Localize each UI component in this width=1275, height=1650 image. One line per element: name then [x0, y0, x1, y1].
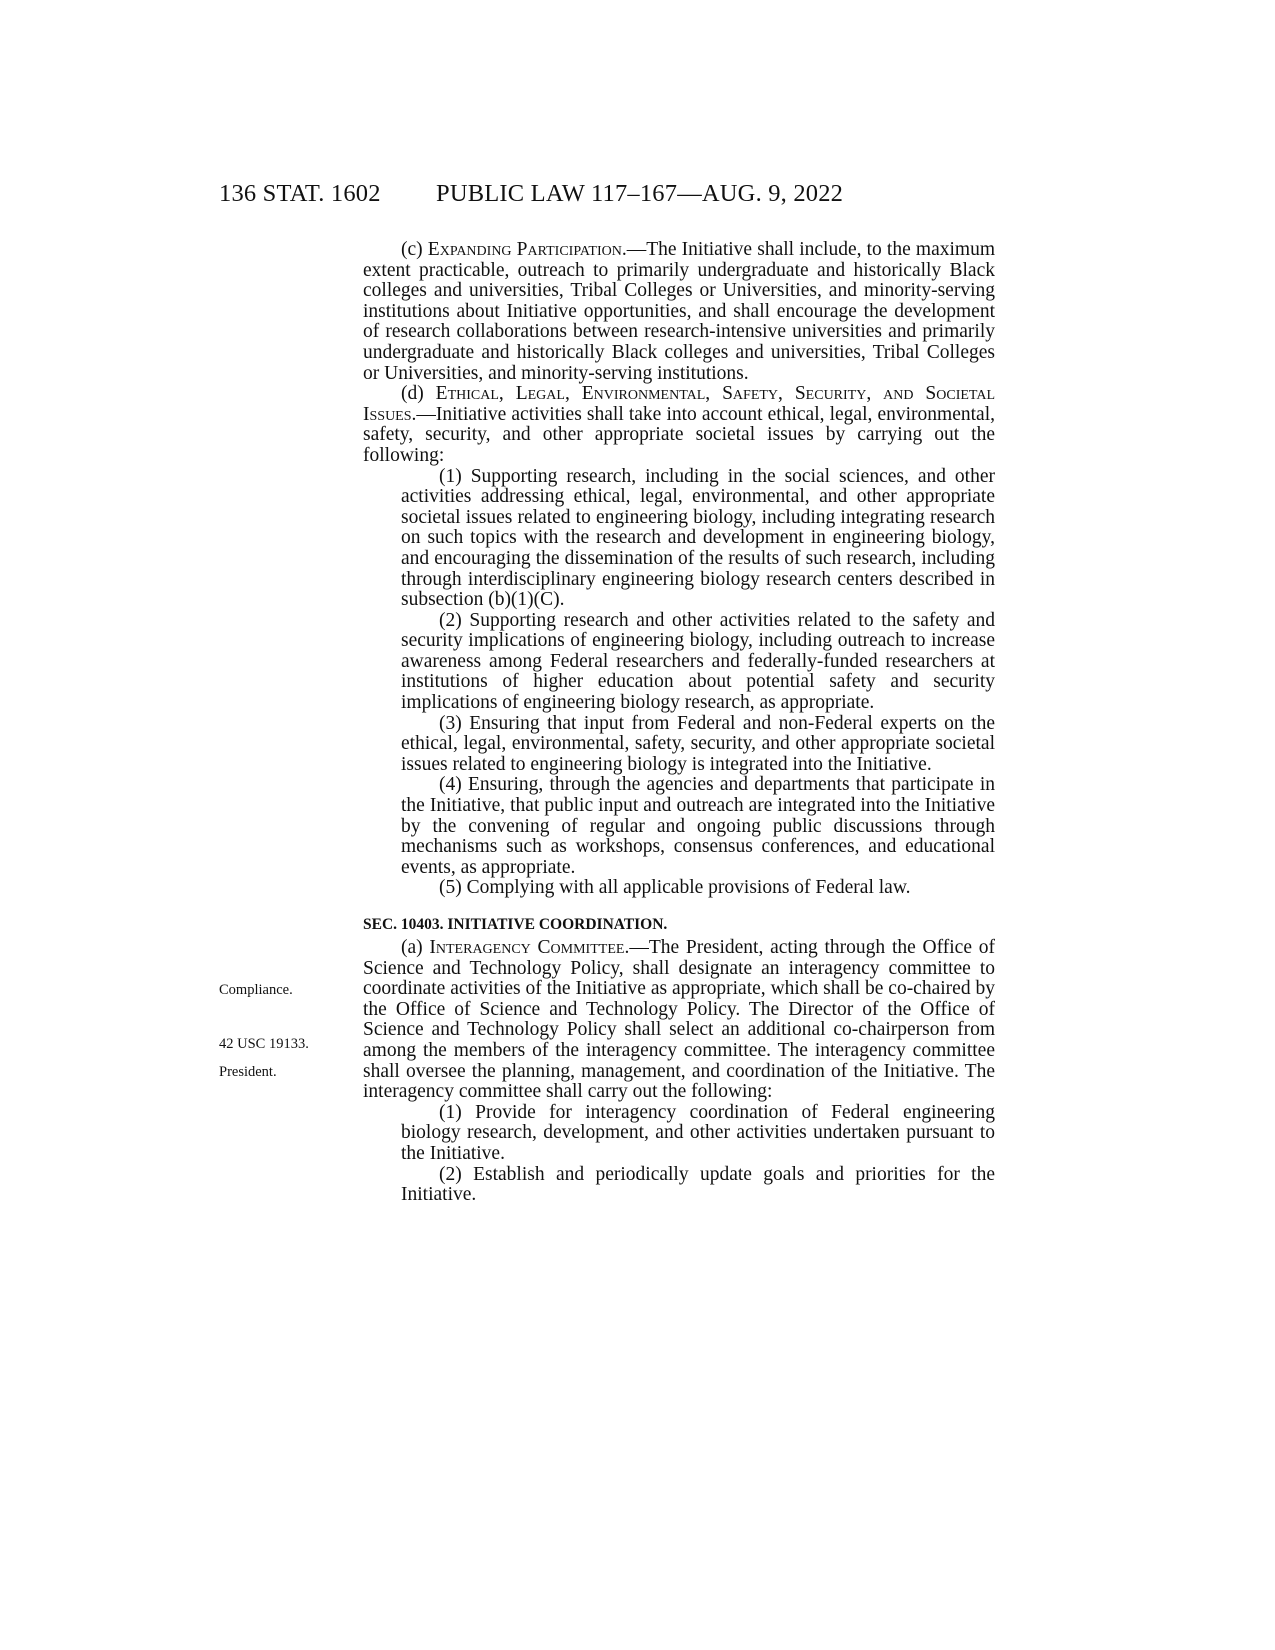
- section-heading: SEC. 10403. INITIATIVE COORDINATION.: [363, 916, 668, 933]
- statute-page-reference: 136 STAT. 1602: [219, 180, 381, 207]
- subsection-d-item: (5) Complying with all applicable provisions of Federal law.: [439, 877, 911, 899]
- subsection-d-item: (1) Supporting research, including in the social sciences, and other activities addressing ethical, legal, environmental, and other appropriate societal issues related to engineering biology, including integrating research on such topics with the research and development in engineering biology, and encouraging the dissemination of the results of such research, including through interdisciplinary engineering biology research centers described in subsection (b)(1)(C).: [401, 465, 995, 611]
- subsection-d-heading: Ethical, Legal, Environmental, Safety, Security, and Societal Issues: [363, 383, 995, 425]
- public-law-header: PUBLIC LAW 117–167—AUG. 9, 2022: [436, 180, 844, 207]
- subsection-c-text: .—The Initiative shall include, to the maximum extent practicable, outreach to primarily undergraduate and historically Black colleges and universities, Tribal Colleges or Universities, and minority-serving institutions about Initiative opportunities, and shall encourage the development of research collaborations between research-intensive universities and primarily undergraduate and historically Black colleges and universities, Tribal Colleges or Universities, and minority-serving institutions.: [363, 239, 995, 384]
- subsection-a: [363, 938, 995, 1103]
- margin-note-compliance: Compliance.: [219, 982, 293, 998]
- subsection-c-lead: (c): [401, 239, 428, 260]
- margin-note-president: President.: [219, 1064, 277, 1080]
- subsection-d-item: (3) Ensuring that input from Federal and non-Federal experts on the ethical, legal, environmental, safety, security, and other appropriate societal issues related to engineering biology is integrated into the Initiative.: [401, 712, 995, 775]
- subsection-a-item: (1) Provide for interagency coordination of Federal engineering biology research, development, and other activities undertaken pursuant to the Initiative.: [401, 1101, 995, 1164]
- subsection-d-lead: (d): [401, 383, 436, 405]
- subsection-a-heading: Interagency Committee: [429, 937, 625, 958]
- subsection-d: [363, 384, 995, 466]
- subsection-c-heading: Expanding Participation: [427, 239, 622, 260]
- subsection-a-item: (2) Establish and periodically update goals and priorities for the Initiative.: [401, 1163, 995, 1206]
- document-body: [363, 240, 995, 1206]
- subsection-d-text: .—Initiative activities shall take into account ethical, legal, environmental, safety, security, and other appropriate societal issues by carrying out the following:: [363, 403, 995, 466]
- margin-note-usc-citation: 42 USC 19133.: [219, 1036, 309, 1052]
- subsection-c: [363, 240, 995, 384]
- subsection-a-lead: (a): [401, 937, 430, 958]
- subsection-d-item: (4) Ensuring, through the agencies and departments that participate in the Initiative, that public input and outreach are integrated into the Initiative by the convening of regular and ongoing public discussions through mechanisms such as workshops, consensus conferences, and educational events, as appropriate.: [401, 774, 995, 878]
- subsection-d-item: (2) Supporting research and other activities related to the safety and security implications of engineering biology, including outreach to increase awareness among Federal researchers and federally-funded researchers at institutions of higher education about potential safety and security implications of engineering biology research, as appropriate.: [401, 609, 995, 714]
- subsection-a-text: .—The President, acting through the Office of Science and Technology Policy, shall designate an interagency committee to coordinate activities of the Initiative as appropriate, which shall be co-chaired by the Office of Science and Technology Policy. The Director of the Office of Science and Technology Policy shall select an additional co-chairperson from among the members of the interagency committee. The interagency committee shall oversee the planning, management, and coordination of the Initiative. The interagency committee shall carry out the following:: [363, 937, 995, 1103]
